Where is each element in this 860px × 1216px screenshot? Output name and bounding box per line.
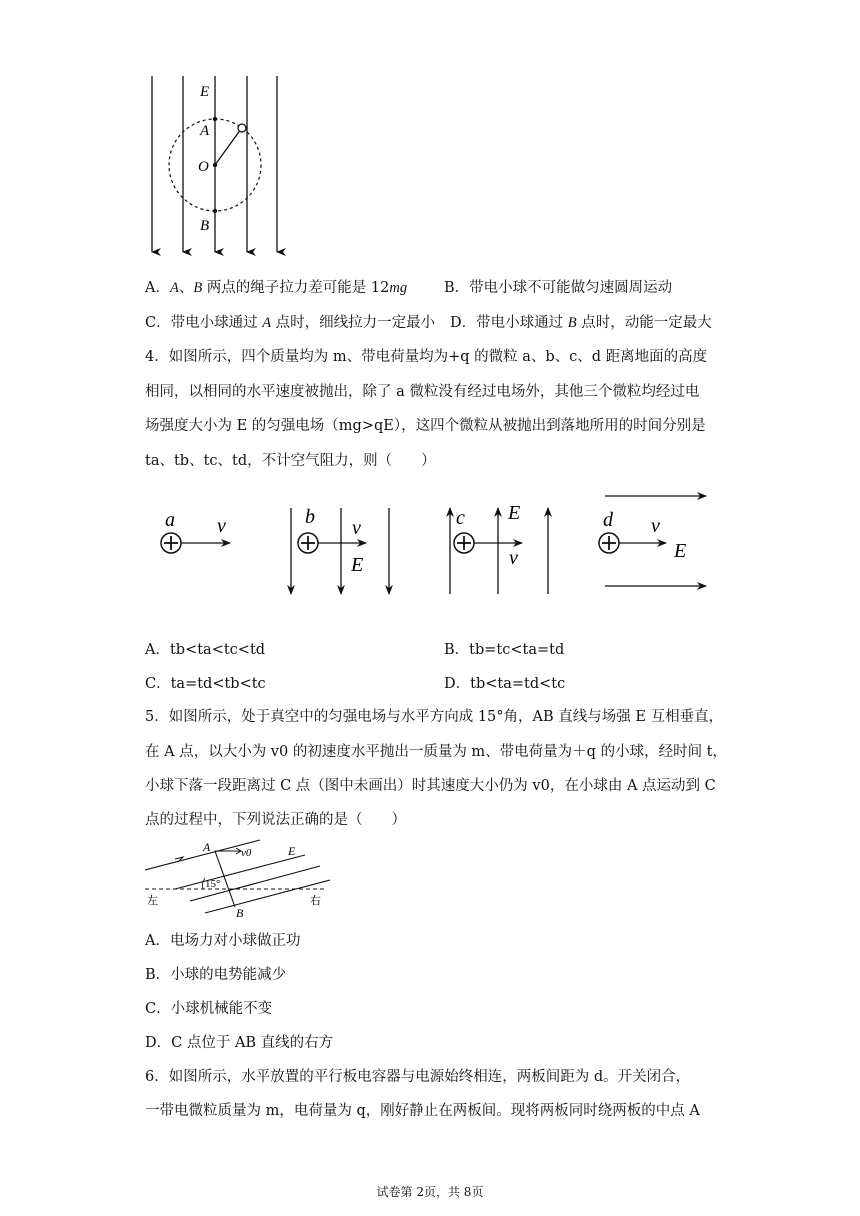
q4-stem-line2: 相同，以相同的水平速度被抛出，除了 a 微粒没有经过电场外，其他三个微粒均经过电	[145, 384, 700, 400]
particle-c	[450, 502, 548, 594]
q4-option-b: B．tb=tc<ta=td	[444, 642, 565, 658]
q3-figure	[140, 72, 290, 262]
svg-text:B: B	[236, 906, 244, 918]
particle-a	[161, 509, 230, 553]
svg-text:E: E	[351, 554, 364, 576]
q4-figure	[150, 488, 720, 603]
page-footer: 试卷第 2页，共 8页	[376, 1185, 484, 1199]
label-A: A	[200, 123, 210, 139]
svg-text:c: c	[456, 507, 465, 529]
svg-text:左: 左	[147, 895, 158, 907]
q5-option-a: A．电场力对小球做正功	[145, 933, 301, 949]
q5-stem-line3: 小球下落一段距离过 C 点（图中未画出）时其速度大小仍为 v0，在小球由 A 点运动到 C	[145, 778, 716, 794]
particle-d	[599, 496, 706, 586]
q5-stem-line2: 在 A 点，以大小为 v0 的初速度水平抛出一质量为 m、带电荷量为＋q 的小球，经时间 t，	[145, 744, 728, 760]
q3-option-d: D．带电小球通过 B 点时，动能一定最大	[450, 315, 712, 331]
svg-text:b: b	[305, 506, 315, 528]
particle-b	[291, 506, 389, 594]
q3-option-c: C．带电小球通过 A 点时，细线拉力一定最小	[145, 315, 436, 331]
q4-stem-line3: 场强度大小为 E 的匀强电场（mg>qE），这四个微粒从被抛出到落地所用的时间分别是	[145, 418, 706, 434]
svg-text:A: A	[203, 840, 211, 854]
svg-text:d: d	[603, 509, 613, 531]
label-E: E	[200, 84, 210, 100]
svg-text:v: v	[352, 517, 361, 539]
q4-option-d: D．tb<ta=td<tc	[444, 676, 566, 692]
q4-option-a: A．tb<ta<tc<td	[145, 642, 266, 658]
string	[215, 129, 241, 165]
q5-option-c: C．小球机械能不变	[145, 1001, 273, 1017]
q5-figure	[145, 838, 330, 918]
label-B: B	[200, 218, 210, 234]
q4-option-c: C．ta=td<tb<tc	[145, 676, 266, 692]
q5-stem-line4: 点的过程中，下列说法正确的是（ ）	[145, 812, 406, 828]
svg-text:v: v	[217, 515, 226, 537]
q5-option-b: B．小球的电势能减少	[145, 967, 287, 983]
q5-stem-line1: 5．如图所示，处于真空中的匀强电场与水平方向成 15°角，AB 直线与场强 E 互相垂直，	[145, 709, 724, 725]
svg-text:E: E	[674, 540, 687, 562]
svg-text:a: a	[165, 509, 175, 531]
svg-text:v: v	[651, 515, 660, 537]
svg-text:15°: 15°	[205, 878, 221, 890]
svg-text:E: E	[288, 844, 296, 858]
svg-text:右: 右	[310, 895, 321, 907]
svg-text:E: E	[508, 502, 521, 524]
label-O: O	[198, 159, 209, 175]
svg-text:v0: v0	[241, 847, 252, 859]
q4-stem-line1: 4．如图所示，四个质量均为 m、带电荷量均为+q 的微粒 a、b、c、d 距离地面的高度	[145, 349, 708, 365]
q3-option-a: A．A、B 两点的绳子拉力差可能是 12mg	[145, 280, 408, 296]
q5-option-d: D．C 点位于 AB 直线的右方	[145, 1035, 334, 1051]
charged-ball	[238, 124, 246, 132]
q4-stem-line4: ta、tb、tc、td，不计空气阻力，则（ ）	[145, 453, 436, 469]
q6-stem-line1: 6．如图所示，水平放置的平行板电容器与电源始终相连，两板间距为 d。开关闭合，	[145, 1069, 691, 1085]
q3-option-b: B．带电小球不可能做匀速圆周运动	[444, 280, 673, 296]
q6-stem-line2: 一带电微粒质量为 m，电荷量为 q，刚好静止在两板间。现将两板同时绕两板的中点 A	[145, 1103, 700, 1119]
svg-text:v: v	[509, 547, 518, 569]
